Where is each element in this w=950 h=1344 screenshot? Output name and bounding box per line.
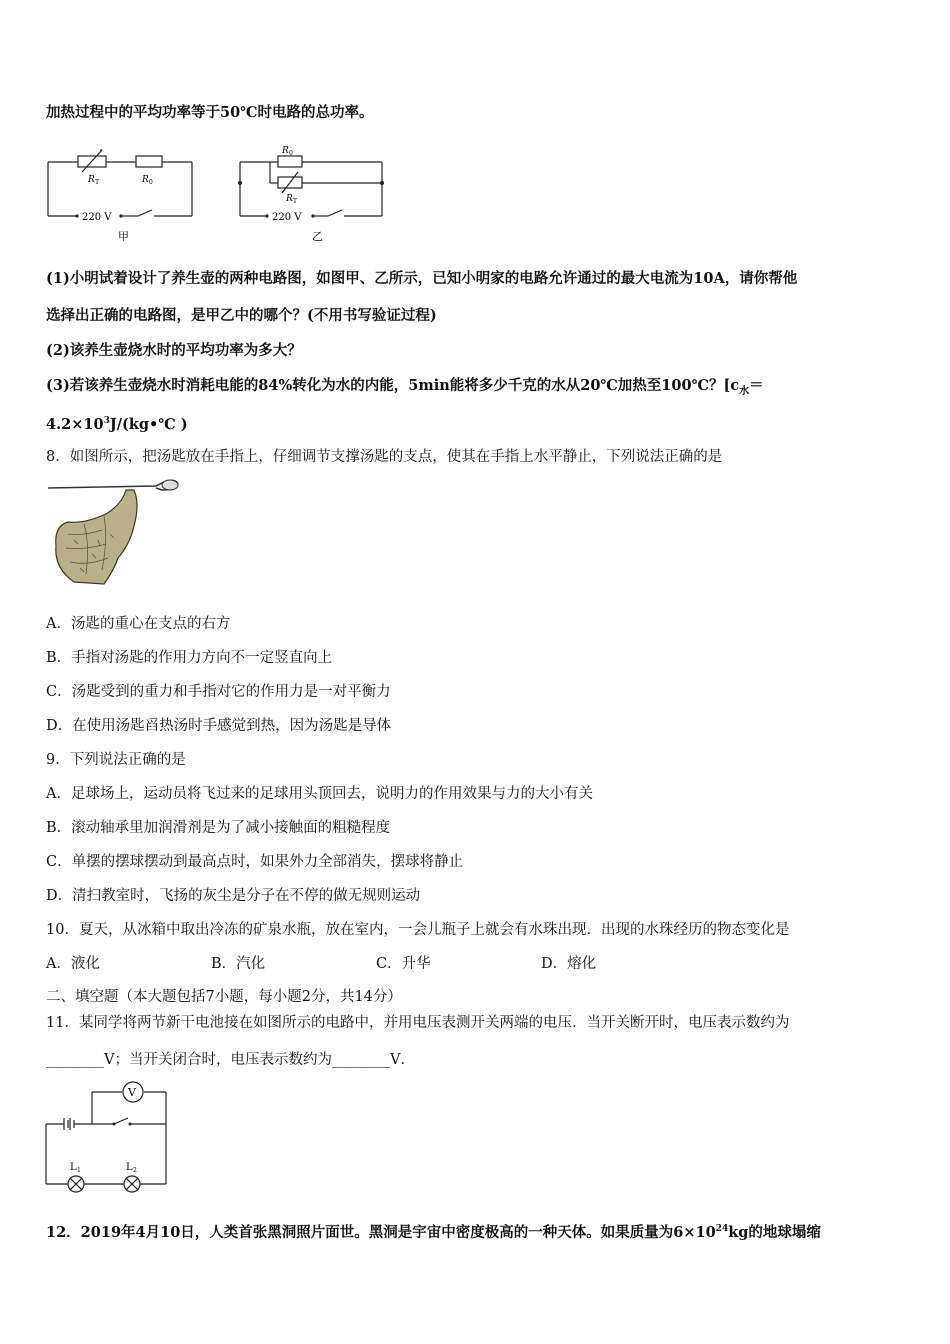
jia-r0-sub: 0 [149, 179, 153, 186]
q10-stem: 10．夏天，从冰箱中取出冷冻的矿泉水瓶，放在室内，一会儿瓶子上就会有水珠出现．出现的水珠经历的物态变化是 [46, 922, 790, 938]
q8-option-d: D．在使用汤匙舀热汤时手感觉到热，因为汤匙是导体 [46, 718, 392, 734]
q10-option-b: B．汽化 [211, 956, 266, 972]
q7-c-water-post: J/(kg•℃ ) [109, 415, 188, 433]
section-heading: 二、填空题（本大题包括7小题，每小题2分，共14分） [46, 989, 402, 1005]
yi-r0-sub: 0 [289, 150, 293, 157]
lamp1-label: L [70, 1162, 77, 1173]
q12-exponent: 24 [715, 1224, 729, 1234]
yi-voltage: 220 V [272, 212, 302, 223]
q7-part2: (2)该养生壶烧水时的平均功率为多大？ [46, 342, 302, 359]
q7-intro: 加热过程中的平均功率等于50℃时电路的总功率。 [46, 104, 374, 121]
lamp2-label: L [126, 1162, 133, 1173]
q7-c-water-pre: 4.2×10 [46, 415, 104, 433]
q8-option-b: B．手指对汤匙的作用力方向不一定竖直向上 [46, 650, 333, 666]
q7-part1-line1: (1)小明试着设计了养生壶的两种电路图，如图甲、乙所示，已知小明家的电路允许通过的最大电流为10A，请你帮他 [46, 270, 798, 287]
q11-stem: 11．某同学将两节新干电池接在如图所示的电路中，并用电压表测开关两端的电压．当开关断开时，电压表示数约为 [46, 1015, 790, 1031]
q7-part3-eq: ＝ [749, 377, 764, 394]
q7-part3-text: (3)若该养生壶烧水时消耗电能的84%转化为水的内能，5min能将多少千克的水从20℃加热至100℃？[c [46, 377, 740, 394]
q11-mid-text: V；当开关闭合时，电压表示数约为 [104, 1052, 332, 1068]
jia-r0-label: R [142, 175, 149, 185]
q8-option-a: A．汤匙的重心在支点的右方 [46, 616, 231, 632]
jia-rt-sub: T [95, 179, 100, 186]
yi-caption: 乙 [312, 230, 323, 243]
q10-option-a: A．液化 [46, 956, 100, 972]
q12-text-post: kg的地球塌缩 [728, 1223, 821, 1241]
q9-option-d: D．清扫教室时，飞扬的灰尘是分子在不停的做无规则运动 [46, 888, 421, 904]
voltmeter-label: V [128, 1086, 136, 1099]
jia-voltage: 220 V [82, 212, 112, 223]
q9-option-b: B．滚动轴承里加润滑剂是为了减小接触面的粗糙程度 [46, 820, 391, 836]
yi-r0-label: R [282, 146, 289, 156]
q11-blank-2[interactable]: ________ [331, 1052, 390, 1068]
q10-option-d: D．熔化 [541, 956, 597, 972]
jia-rt-label: R [88, 175, 95, 185]
q7-c-water-sup: 3 [103, 416, 110, 426]
q12-stem [46, 1219, 821, 1243]
circuit-diagram-yi [232, 140, 392, 245]
circuit-diagram-jia [40, 140, 210, 245]
q9-stem: 9．下列说法正确的是 [46, 752, 186, 768]
lamp1-sub: 1 [77, 1167, 81, 1174]
q9-option-c: C．单摆的摆球摆动到最高点时，如果外力全部消失，摆球将静止 [46, 854, 464, 870]
q7-part3-line2 [46, 411, 188, 435]
q7-part1-line2: 选择出正确的电路图，是甲乙中的哪个？(不用书写验证过程) [46, 307, 437, 324]
q11-blank-1[interactable]: ________ [46, 1052, 104, 1068]
q12-text-pre: 12．2019年4月10日，人类首张黑洞照片面世。黑洞是宇宙中密度极高的一种天体。如果质量为6×10 [46, 1223, 716, 1241]
q7-part3-line1 [46, 376, 764, 402]
lamp2-sub: 2 [133, 1167, 137, 1174]
q10-option-c: C．升华 [376, 956, 431, 972]
q8-stem: 8．如图所示，把汤匙放在手指上，仔细调节支撑汤匙的支点，使其在手指上水平静止，下列说法正确的是 [46, 449, 723, 465]
jia-caption: 甲 [118, 230, 129, 243]
q11-blanks-line [46, 1050, 415, 1070]
yi-rt-label: R [286, 194, 293, 204]
hand-spoon-image [44, 474, 184, 588]
q11-end-text: V． [389, 1052, 415, 1068]
q9-option-a: A．足球场上，运动员将飞过来的足球用头顶回去，说明力的作用效果与力的大小有关 [46, 786, 593, 802]
q7-part3-sub: 水 [739, 385, 750, 397]
yi-rt-sub: T [293, 198, 298, 205]
voltmeter-circuit-diagram [42, 1078, 174, 1198]
q8-option-c: C．汤匙受到的重力和手指对它的作用力是一对平衡力 [46, 684, 391, 700]
